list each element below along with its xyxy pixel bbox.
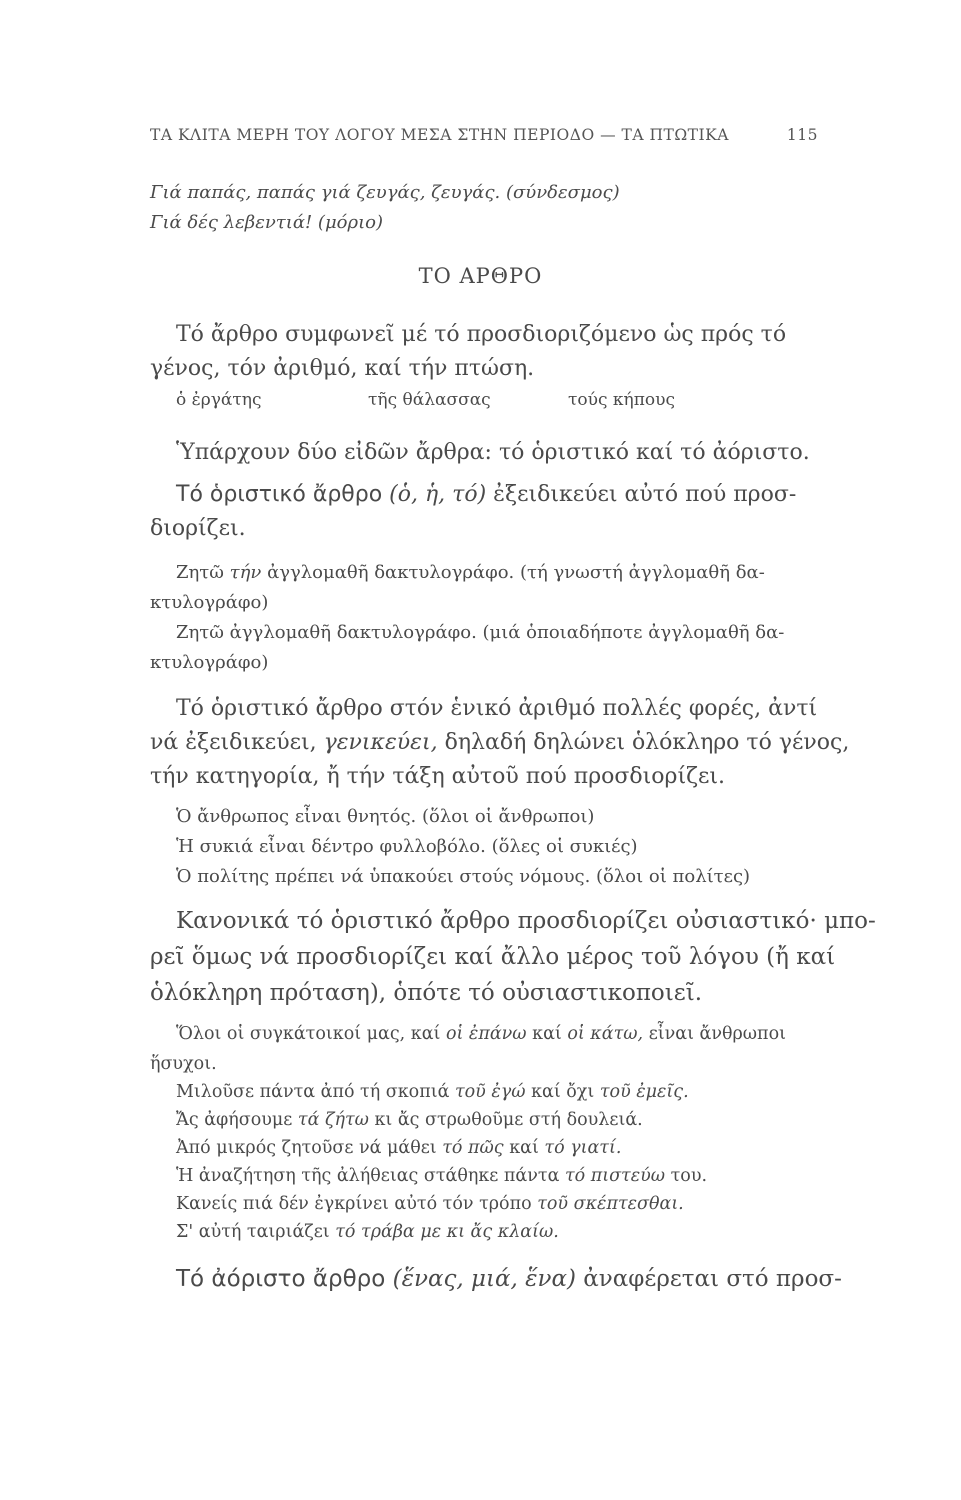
example-line: Κανείς πιά δέν ἐγκρίνει αὐτό τόν τρόπο τοῦ σκέπτεσθαι.	[176, 1194, 684, 1214]
example-line: Ζητῶ ἀγγλομαθῆ δακτυλογράφο. (μιά ὁποιαδήποτε ἀγγλομαθῆ δα-	[176, 622, 785, 643]
example-line: Ὅλοι οἱ συγκάτοικοί μας, καί οἱ ἐπάνω καί οἱ κάτω, εἶναι ἄνθρωποι	[176, 1024, 786, 1044]
paragraph-line: νά ἐξειδικεύει, γενικεύει, δηλαδή δηλώνει ὁλόκληρο τό γένος,	[150, 730, 850, 755]
paragraph-line: γένος, τόν ἀριθμό, καί τήν πτώση.	[150, 356, 535, 381]
example-word: τῆς θάλασσας	[368, 390, 491, 410]
example-line: Ἡ ἀναζήτηση τῆς ἀλήθειας στάθηκε πάντα τό πιστεύω του.	[176, 1166, 708, 1186]
page-number: 115	[786, 126, 818, 144]
paragraph-line: Τό ἄρθρο συμφωνεῖ μέ τό προσδιοριζόμενο ὡς πρός τό	[176, 322, 787, 347]
example-line: Ἡ συκιά εἶναι δέντρο φυλλοβόλο. (ὅλες οἱ συκιές)	[176, 836, 638, 857]
paragraph-line: ρεῖ ὅμως νά προσδιορίζει καί ἄλλο μέρος τοῦ λόγου (ἤ καί	[150, 944, 836, 970]
example-line: Ζητῶ τήν ἀγγλομαθῆ δακτυλογράφο. (τή γνωστή ἀγγλομαθῆ δα-	[176, 562, 765, 583]
example-line: Γιά δές λεβεντιά! (μόριο)	[150, 212, 383, 233]
example-line: ἥσυχοι.	[150, 1054, 217, 1074]
paragraph-line: Ὑπάρχουν δύο εἰδῶν ἄρθρα: τό ὁριστικό καί τό ἀόριστο.	[176, 440, 810, 465]
paragraph-line: διορίζει.	[150, 516, 246, 541]
example-line: Ὁ πολίτης πρέπει νά ὑπακούει στούς νόμους. (ὅλοι οἱ πολίτες)	[176, 866, 751, 887]
example-line: Μιλοῦσε πάντα ἀπό τή σκοπιά τοῦ ἐγώ καί ὄχι τοῦ ἐμεῖς.	[176, 1082, 689, 1102]
paragraph-line: ὁλόκληρη πρόταση), ὁπότε τό οὐσιαστικοποιεῖ.	[150, 980, 703, 1006]
paragraph-line: Τό ὁριστικό ἄρθρο (ὁ, ἡ, τό) ἐξειδικεύει αὐτό πού προσ-	[176, 482, 797, 507]
example-word: ὁ ἐργάτης	[176, 390, 262, 410]
example-word: τούς κήπους	[568, 390, 675, 410]
paragraph-line: τήν κατηγορία, ἤ τήν τάξη αὐτοῦ πού προσδιορίζει.	[150, 764, 726, 789]
example-line: Ἀπό μικρός ζητοῦσε νά μάθει τό πῶς καί τό γιατί.	[176, 1138, 622, 1158]
paragraph-line: Τό ἀόριστο ἄρθρο (ἕνας, μιά, ἕνα) ἀναφέρεται στό προσ-	[176, 1266, 842, 1292]
example-line: Ὁ ἄνθρωπος εἶναι θνητός. (ὅλοι οἱ ἄνθρωποι)	[176, 806, 595, 827]
paragraph-line: Κανονικά τό ὁριστικό ἄρθρο προσδιορίζει οὐσιαστικό· μπο-	[176, 908, 876, 934]
section-heading: ΤΟ ΑΡΘΡΟ	[418, 264, 543, 288]
header-title: ΤΑ ΚΛΙΤΑ ΜΕΡΗ ΤΟΥ ΛΟΓΟΥ ΜΕΣΑ ΣΤΗΝ ΠΕΡΙΟΔΟ — ΤΑ ΠΤΩΤΙΚΑ	[150, 126, 729, 144]
paragraph-line: Τό ὁριστικό ἄρθρο στόν ἑνικό ἀριθμό πολλές φορές, ἀντί	[176, 696, 818, 721]
example-line: κτυλογράφο)	[150, 652, 269, 673]
example-line: κτυλογράφο)	[150, 592, 269, 613]
example-line: Σ' αὐτή ταιριάζει τό τράβα με κι ἄς κλαίω.	[176, 1222, 559, 1242]
example-line: Γιά παπάς, παπάς γιά ζευγάς, ζευγάς. (σύνδεσμος)	[150, 182, 620, 203]
example-line: Ἄς ἀφήσουμε τά ζήτω κι ἄς στρωθοῦμε στή δουλειά.	[176, 1110, 643, 1130]
